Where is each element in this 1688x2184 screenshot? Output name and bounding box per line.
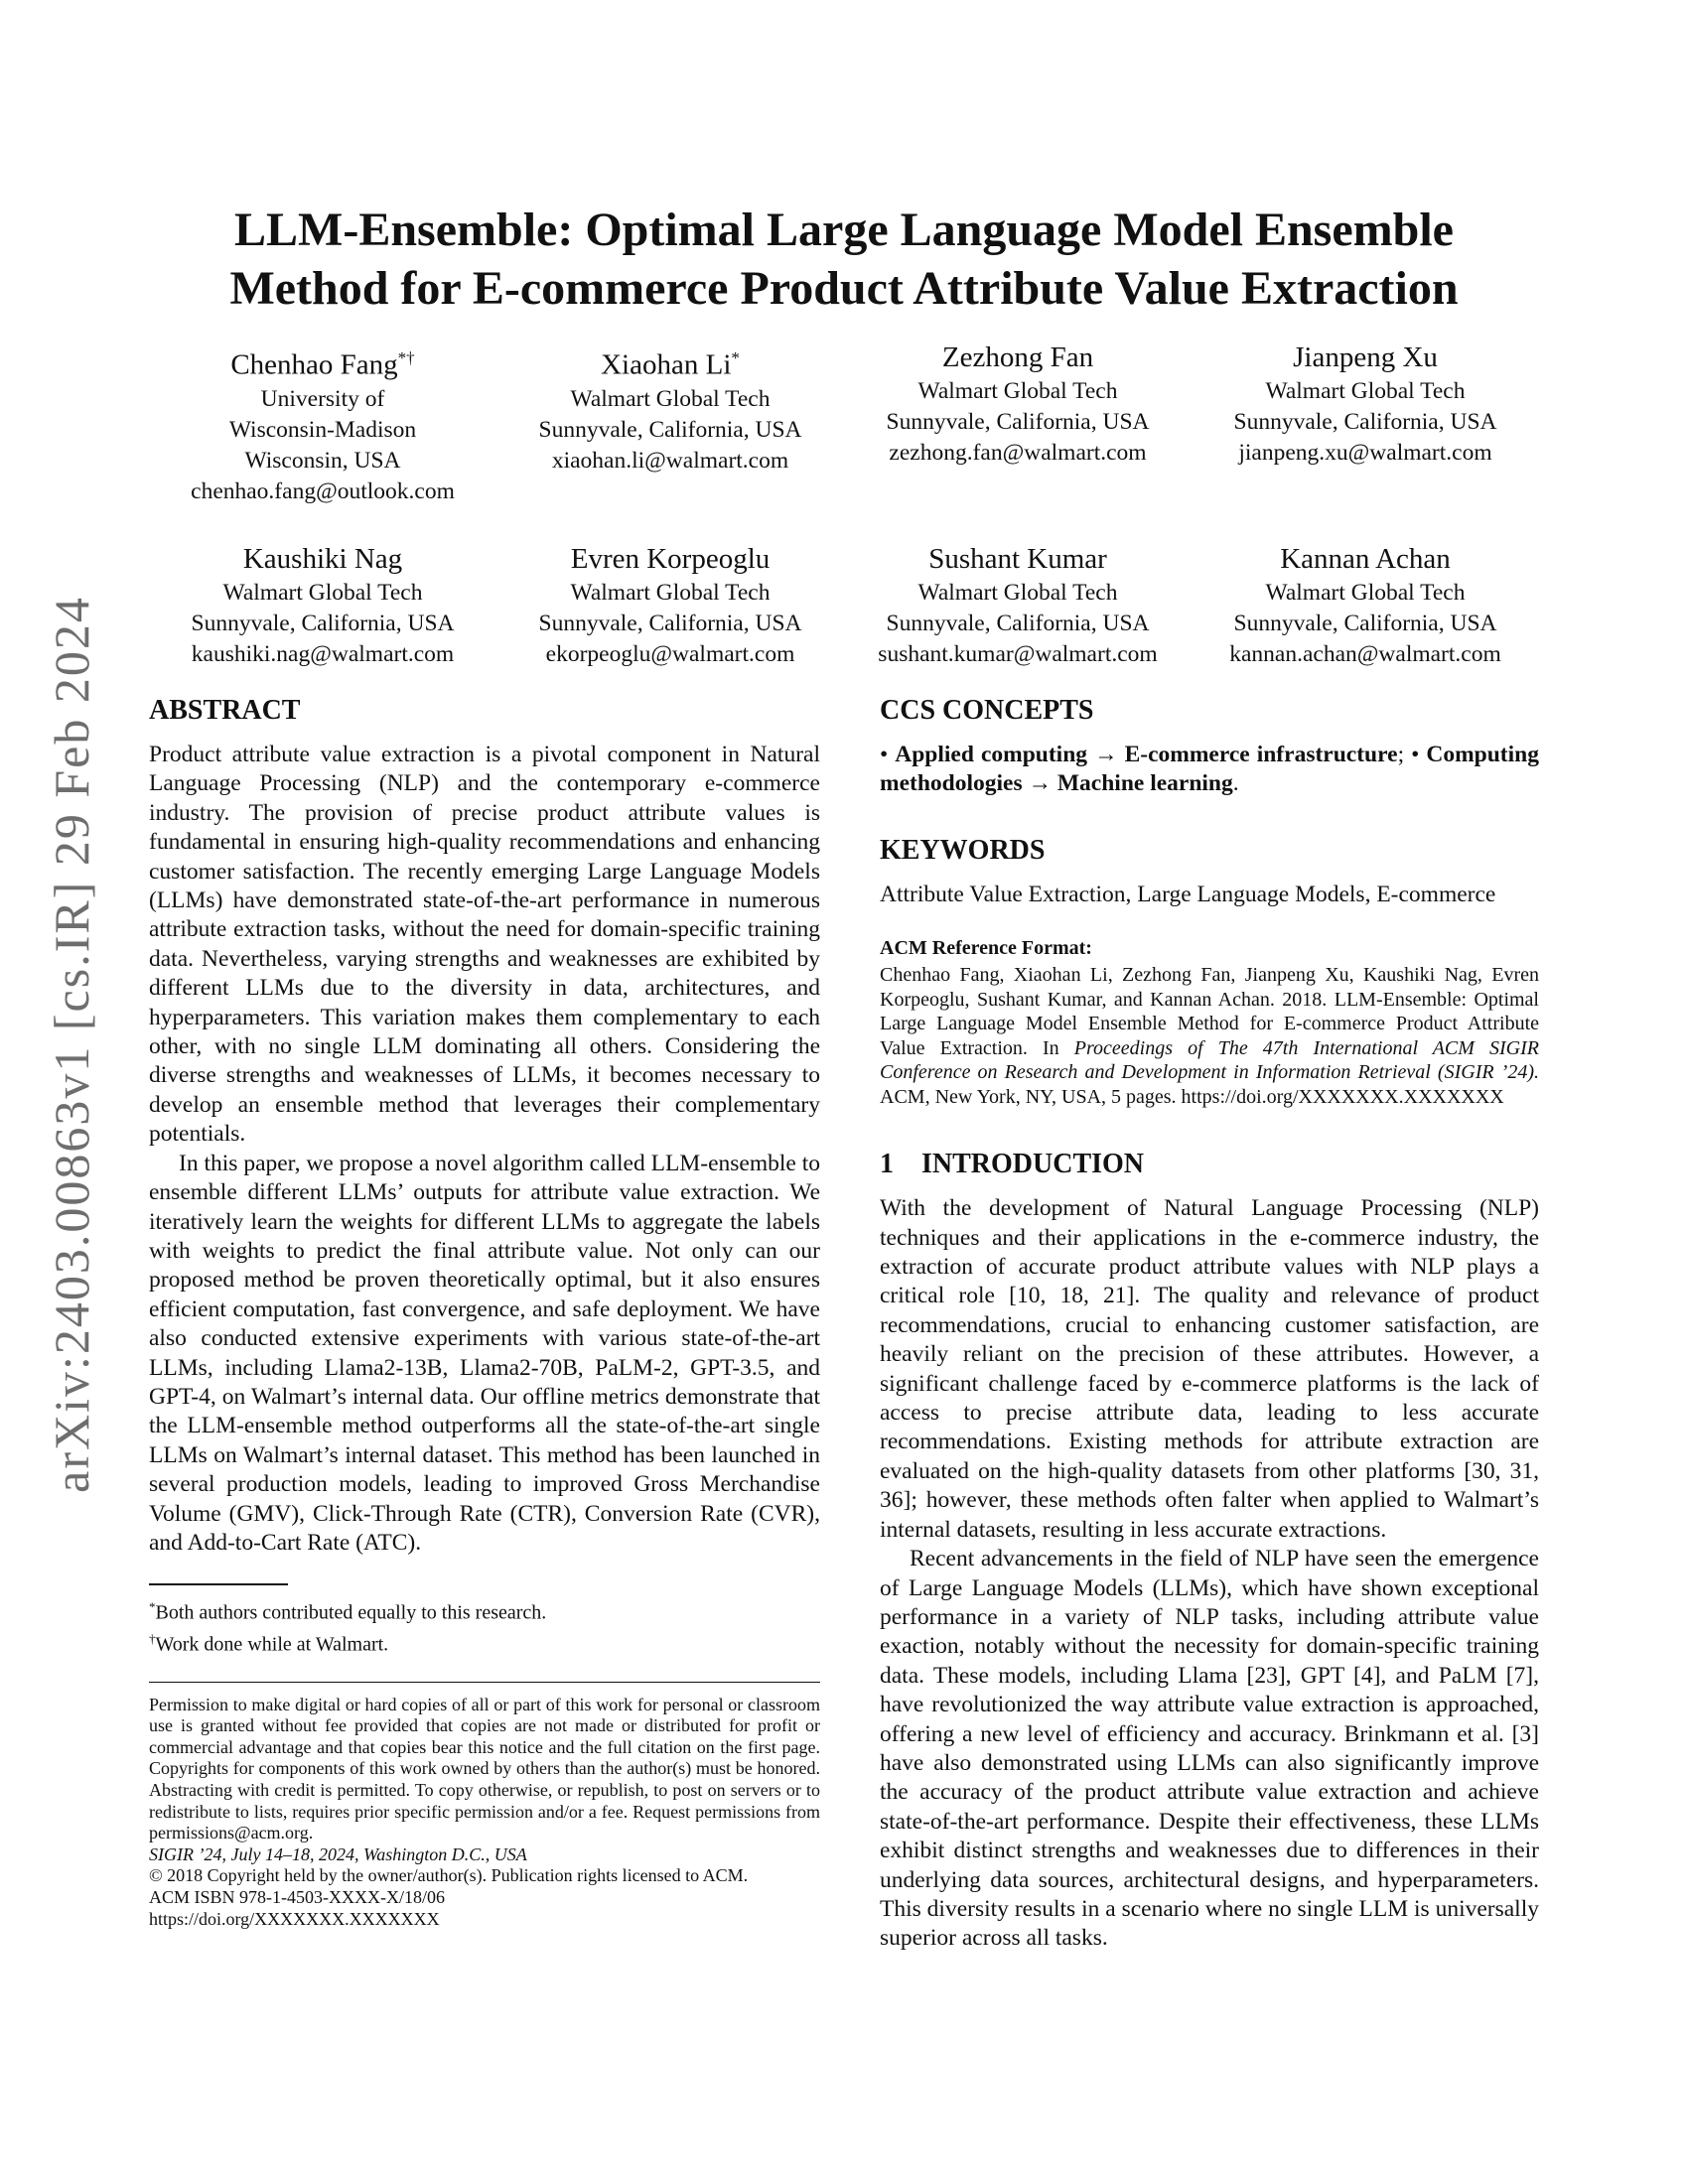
- author-block: [149, 340, 496, 507]
- author-affiliation-line: Sunnyvale, California, USA: [886, 409, 1150, 435]
- text-segment: ACM, New York, NY, USA, 5 pages. https://doi.org/XXXXXXX.XXXXXXX: [880, 1085, 1504, 1108]
- conference-line: SIGIR ’24, July 14–18, 2024, Washington D.C., USA: [149, 1843, 527, 1864]
- author-email: kannan.achan@walmart.com: [1229, 640, 1501, 667]
- author-affiliation-line: Walmart Global Tech: [917, 579, 1118, 606]
- author-block: [1192, 340, 1539, 507]
- author-email: sushant.kumar@walmart.com: [878, 640, 1158, 667]
- author-block: [496, 340, 844, 507]
- ccs-concepts-text: [880, 741, 1539, 799]
- author-name-text: Jianpeng Xu: [1293, 341, 1438, 373]
- author-name-text: Xiaohan Li: [601, 348, 732, 381]
- text-segment: •: [880, 742, 896, 767]
- author-name: [844, 541, 1192, 578]
- author-block: [1192, 541, 1539, 670]
- introduction-paragraph-2: Recent advancements in the field of NLP have seen the emergence of Large Language Models (LLMs), which have shown exceptional performance in a variety of NLP tasks, including attribute value exaction, notably without the necessity for domain-specific training data. These models, including Llama [23], GPT [4], and PaLM [7], have revolutionized the way attribute value extraction is approached, offering a new level of efficiency and accuracy. Brinkmann et al. [3] have also demonstrated using LLMs can also significantly improve the accuracy of the product attribute value extraction and achieve state-of-the-art performance. Despite their effectiveness, these LLMs exhibit distinct strengths and weaknesses due to differences in their underlying data sources, architectural designs, and hyperparameters. This diversity results in a scenario where no single LLM is universally superior across all tasks.: [880, 1546, 1539, 1952]
- author-affiliation-line: Walmart Global Tech: [570, 385, 771, 412]
- right-column: [880, 695, 1539, 1954]
- abstract-paragraph-1: Product attribute value extraction is a pivotal component in Natural Language Processing (NLP) and the contemporary e-commerce industry. The provision of precise product attribute values is fundamental in ensuring high-quality recommendations and enhancing customer satisfaction. The recently emerging Large Language Models (LLMs) have demonstrated state-of-the-art performance in numerous attribute extraction tasks, without the need for domain-specific training data. Nevertheless, varying strengths and weaknesses are exhibited by different LLMs due to the diversity in data, architectures, and hyperparameters. This variation makes them complementary to each other, with no single LLM dominating all others. Considering the diverse strengths and weaknesses of LLMs, it becomes necessary to develop an ensemble method that leverages their complementary potentials.: [149, 742, 820, 1148]
- text-segment: →: [1022, 770, 1057, 797]
- author-email: xiaohan.li@walmart.com: [551, 447, 789, 474]
- left-column: [149, 695, 820, 1930]
- author-affiliation-line: Sunnyvale, California, USA: [1233, 610, 1497, 636]
- footnote-work-at-walmart: [149, 1626, 820, 1658]
- footnote-text: Work done while at Walmart.: [155, 1633, 389, 1656]
- author-affiliation-line: Walmart Global Tech: [917, 378, 1118, 404]
- author-email: chenhao.fang@outlook.com: [191, 478, 455, 504]
- text-segment: Applied computing: [895, 742, 1088, 767]
- author-name-text: Sushant Kumar: [928, 542, 1107, 575]
- paper-title: [149, 201, 1539, 318]
- author-affiliation-line: Sunnyvale, California, USA: [191, 610, 455, 636]
- author-name: [844, 340, 1192, 376]
- author-name: [149, 541, 496, 578]
- author-block: [844, 340, 1192, 507]
- doi-line: https://doi.org/XXXXXXX.XXXXXXX: [149, 1908, 440, 1929]
- author-block: [844, 541, 1192, 670]
- permission-statement: Permission to make digital or hard copies of all or part of this work for personal or classroom use is granted without fee provided that copies are not made or distributed for profit or commercial advantage and that copies bear this notice and the full citation on the first page. Copyrights for components of this work owned by others than the author(s) must be honored. Abstracting with credit is permitted. To copy otherwise, or republish, to post on servers or to redistribute to lists, requires prior specific permission and/or a fee. Request permissions from permissions@acm.org.: [149, 1694, 820, 1843]
- keywords-heading: KEYWORDS: [880, 834, 1046, 866]
- author-affiliation-line: Walmart Global Tech: [1265, 378, 1466, 404]
- author-name-text: Chenhao Fang: [230, 348, 398, 381]
- dagger-symbol: †: [149, 1631, 156, 1647]
- author-name-text: Kaushiki Nag: [242, 542, 403, 575]
- arxiv-watermark: arXiv:2403.00863v1 [cs.IR] 29 Feb 2024: [44, 596, 99, 1493]
- copyright-line: © 2018 Copyright held by the owner/author(s). Publication rights licensed to ACM.: [149, 1865, 749, 1886]
- author-name: [496, 340, 844, 384]
- asterisk-symbol: *: [149, 1599, 156, 1615]
- acm-reference-format-heading: ACM Reference Format:: [880, 937, 1092, 960]
- section-title: INTRODUCTION: [921, 1149, 1145, 1180]
- text-segment: Proceedings of The 47th International ACM SIGIR Conference on Research and Development in Information Retrieval (SIGIR ’24).: [880, 1036, 1540, 1084]
- section-number: 1: [880, 1149, 894, 1180]
- author-affiliation-line: Walmart Global Tech: [1265, 579, 1466, 606]
- text-segment: ; •: [1397, 742, 1427, 767]
- permission-rule: [149, 1682, 820, 1683]
- author-affiliation-line: University of: [260, 385, 385, 412]
- author-affiliation-line: Sunnyvale, California, USA: [886, 610, 1150, 636]
- text-segment: Computing methodologies: [880, 742, 1539, 797]
- text-segment: .: [1232, 770, 1239, 797]
- isbn-line: ACM ISBN 978-1-4503-XXXX-X/18/06: [149, 1887, 445, 1908]
- author-footnote-marker: *: [731, 348, 740, 367]
- author-affiliation-line: Walmart Global Tech: [570, 579, 771, 606]
- authors-grid: [149, 340, 1539, 670]
- keywords-text: Attribute Value Extraction, Large Language Models, E-commerce: [880, 881, 1496, 907]
- author-name: [1192, 340, 1539, 376]
- author-name-text: Kannan Achan: [1280, 542, 1451, 575]
- author-affiliation-line: Walmart Global Tech: [222, 579, 423, 606]
- paper-title-line-1: LLM-Ensemble: Optimal Large Language Model Ensemble: [234, 204, 1454, 256]
- paper-title-line-2: Method for E-commerce Product Attribute Value Extraction: [229, 262, 1459, 315]
- introduction-paragraph-1: With the development of Natural Language Processing (NLP) techniques and their applications in the e-commerce industry, the extraction of accurate product attribute values with NLP plays a critical role [10, 18, 21]. The quality and relevance of product recommendations, crucial to enhancing customer satisfaction, are heavily reliant on the precision of these attributes. However, a significant challenge faced by e-commerce platforms is the lack of access to precise attribute data, leading to less accurate recommendations. Existing methods for attribute extraction are evaluated on the high-quality datasets from other platforms [30, 31, 36]; however, these methods often falter when applied to Walmart’s internal datasets, resulting in less accurate extractions.: [880, 1195, 1539, 1543]
- author-name-text: Evren Korpeoglu: [570, 542, 771, 575]
- footnote-rule: [149, 1583, 288, 1585]
- footnote-text: Both authors contributed equally to this research.: [155, 1602, 547, 1625]
- author-email: kaushiki.nag@walmart.com: [191, 640, 455, 667]
- author-affiliation-line: Sunnyvale, California, USA: [538, 610, 802, 636]
- author-email: ekorpeoglu@walmart.com: [545, 640, 795, 667]
- text-segment: →: [1087, 742, 1125, 767]
- author-name-text: Zezhong Fan: [941, 341, 1094, 373]
- author-block: [149, 541, 496, 670]
- ccs-concepts-heading: CCS CONCEPTS: [880, 695, 1094, 726]
- abstract-paragraph-2: In this paper, we propose a novel algorithm called LLM-ensemble to ensemble different LLMs’ outputs for attribute value extraction. We iteratively learn the weights for different LLMs to aggregate the labels with weights to predict the final attribute value. Not only can our proposed method be proven theoretically optimal, but it also ensures efficient computation, fast convergence, and safe deployment. We have also conducted extensive experiments with various state-of-the-art LLMs, including Llama2-13B, Llama2-70B, PaLM-2, GPT-3.5, and GPT-4, on Walmart’s internal data. Our offline metrics demonstrate that the LLM-ensemble method outperforms all the state-of-the-art single LLMs on Walmart’s internal dataset. This method has been launched in several production models, leading to improved Gross Merchandise Volume (GMV), Click-Through Rate (CTR), Conversion Rate (CVR), and Add-to-Cart Rate (ATC).: [149, 1150, 820, 1556]
- text-segment: Machine learning: [1056, 770, 1233, 797]
- introduction-heading: [880, 1149, 1539, 1180]
- author-affiliation-line: Sunnyvale, California, USA: [538, 416, 802, 443]
- author-name: [149, 340, 496, 384]
- author-affiliation-line: Wisconsin-Madison: [228, 416, 417, 443]
- author-email: zezhong.fan@walmart.com: [889, 440, 1147, 466]
- author-affiliation-line: Wisconsin, USA: [244, 447, 401, 474]
- text-segment: E-commerce infrastructure: [1124, 742, 1398, 767]
- author-name: [1192, 541, 1539, 578]
- abstract-heading: ABSTRACT: [149, 695, 301, 726]
- author-name: [496, 541, 844, 578]
- footnote-equal-contribution: [149, 1594, 820, 1626]
- author-block: [496, 541, 844, 670]
- acm-reference-citation: [880, 963, 1539, 1109]
- text-segment: Chenhao Fang, Xiaohan Li, Zezhong Fan, Jianpeng Xu, Kaushiki Nag, Evren Korpeoglu, Sushant Kumar, and Kannan Achan. 2018. LLM-Ensemble: Optimal Large Language Model Ensemble Method for E-commerce Product Attribute Value Extraction. In: [880, 964, 1539, 1059]
- author-affiliation-line: Sunnyvale, California, USA: [1233, 409, 1497, 435]
- author-footnote-marker: *†: [397, 348, 415, 367]
- author-email: jianpeng.xu@walmart.com: [1238, 440, 1492, 466]
